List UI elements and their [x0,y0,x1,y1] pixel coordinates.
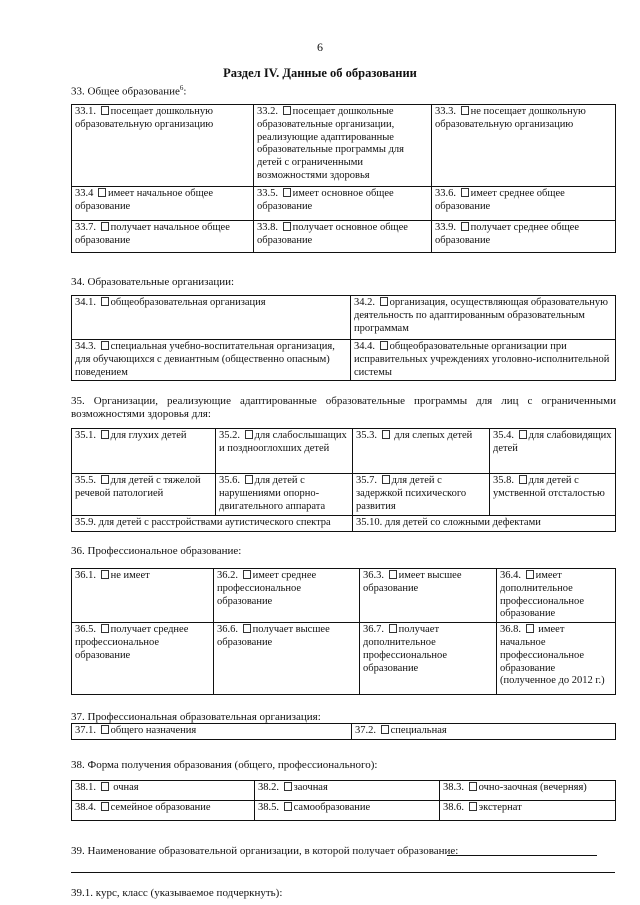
table-row [72,781,616,801]
option-label: для детей с задержкой психического развития [356,475,467,512]
option-label: для слепых детей [391,430,473,441]
checkbox[interactable] [284,782,292,791]
table-row [72,105,616,187]
checkbox[interactable] [381,725,389,734]
checkbox[interactable] [382,430,390,439]
checkbox[interactable] [101,430,109,439]
option-label: для глухих детей [110,430,187,441]
table-row [72,516,616,532]
q33-option [432,221,616,253]
q35-option [72,474,216,516]
checkbox[interactable] [101,570,109,579]
q33-table [71,104,616,253]
option-label: общеобразовательные организации при исправительных учреждениях уголовно-исполнительной системы [354,341,610,378]
q36-option [214,623,360,695]
q36-option [497,569,616,623]
table-row [72,296,616,340]
q35-option [353,429,490,474]
checkbox[interactable] [101,725,109,734]
q36-option [72,623,214,695]
q38-option [440,801,616,821]
q37-table [71,723,616,740]
q35-option [72,429,216,474]
checkbox[interactable] [461,222,469,231]
option-label: для детей с нарушениями опорно-двигательного аппарата [219,475,326,512]
checkbox[interactable] [101,782,109,791]
option-number: 34.2. [354,297,378,308]
checkbox[interactable] [245,475,253,484]
option-number: 36.7. [363,624,387,636]
checkbox[interactable] [284,802,292,811]
checkbox[interactable] [461,106,469,115]
checkbox[interactable] [380,297,388,306]
checkbox[interactable] [389,624,397,633]
option-label: для слабовидящих детей [493,430,612,454]
q36-option [360,623,497,695]
checkbox[interactable] [382,475,390,484]
option-number: 35.5. [75,475,99,486]
q37-option [352,724,616,740]
option-label: получает среднее общее образование [435,222,579,246]
q391-title: 39.1. курс, класс (указываемое подчеркнуть): [71,887,283,899]
option-number: 34.4. [354,341,378,352]
checkbox[interactable] [101,222,109,231]
option-label: получает начальное общее образование [75,222,230,246]
table-row [72,801,616,821]
option-label: имеет начальное общее образование [75,188,213,212]
checkbox[interactable] [243,570,251,579]
checkbox[interactable] [526,624,534,633]
q34-option [351,296,616,340]
q35-option [216,474,353,516]
checkbox[interactable] [519,430,527,439]
option-label: самообразование [293,802,371,813]
option-number: 36.5. [75,624,99,636]
option-label: очная [110,782,139,793]
q33-option [432,105,616,187]
option-label: получает основное общее образование [257,222,408,246]
option-label: не имеет [110,570,150,581]
option-number: 33.1. [75,106,99,117]
option-number: 36.4. [500,570,524,581]
checkbox[interactable] [469,782,477,791]
option-number: 35.2. [219,430,243,441]
table-row [72,724,616,740]
q33-option [254,187,432,221]
option-label: имеет основное общее образование [257,188,394,212]
option-label: заочная [293,782,328,793]
option-label: имеет среднее профессиональное образование [217,570,317,607]
checkbox[interactable] [283,222,291,231]
option-number: 36.3. [363,570,387,581]
option-number: 33.4 [75,188,96,199]
option-label: специальная учебно-воспитательная организация, для обучающихся с девиантным (общественно опасным) поведением [75,341,335,378]
option-number: 35.3. [356,430,380,441]
q33-option [432,187,616,221]
option-label: специальная [390,725,447,736]
q37-option [72,724,352,740]
option-label: общеобразовательная организация [110,297,266,308]
option-label: очно-заочная (вечерняя) [478,782,587,793]
q39-answer-line[interactable] [447,855,597,856]
checkbox[interactable] [101,802,109,811]
page-number: 6 [317,40,323,54]
option-number: 33.3. [435,106,459,117]
checkbox[interactable] [101,475,109,484]
option-number: 35.8. [493,475,517,486]
q38-option [72,781,255,801]
option-label: для детей с умственной отсталостью [493,475,605,499]
checkbox[interactable] [245,430,253,439]
q33-option [72,105,254,187]
checkbox[interactable] [101,624,109,633]
checkbox[interactable] [526,570,534,579]
option-label: получает дополнительное профессиональное образование [363,624,448,674]
q38-title: 38. Форма получения образования (общего, профессионального): [71,759,378,771]
q36-table [71,568,616,695]
q36-title: 36. Профессиональное образование: [71,545,242,557]
option-label: имеет среднее общее образование [435,188,565,212]
table-row [72,429,616,474]
checkbox[interactable] [519,475,527,484]
q38-option [255,781,440,801]
q33-option [72,221,254,253]
option-number: 36.2. [217,570,241,581]
q35-option[interactable]: 35.9. для детей с расстройствами аутистического спектра [72,516,353,532]
q34-option [72,340,351,381]
option-number: 38.6. [443,802,467,813]
checkbox[interactable] [380,341,388,350]
option-number: 38.5. [258,802,282,813]
q37-title: 37. Профессиональная образовательная организация: [71,711,321,723]
option-number: 35.1. [75,430,99,441]
option-number: 33.7. [75,222,99,233]
q38-option [440,781,616,801]
option-label: имеет дополнительное профессиональное образование [500,570,585,620]
table-row [72,340,616,381]
option-label: получает среднее профессиональное образование [75,624,189,661]
option-label: семейное образование [110,802,211,813]
option-label: не посещает дошкольную образовательную организацию [435,106,586,130]
q35-option[interactable]: 35.10. для детей со сложными дефектами [353,516,616,532]
option-number: 38.1. [75,782,99,793]
q35-title: 35. Организации, реализующие адаптированные образовательные программы для лиц с ограниченными возможностями здоровья для: [71,395,616,421]
option-number: 34.3. [75,341,99,352]
q35-option [490,429,616,474]
option-number: 38.2. [258,782,282,793]
checkbox[interactable] [389,570,397,579]
q36-option [360,569,497,623]
q34-option [72,296,351,340]
option-number: 35.7. [356,475,380,486]
option-number: 38.4. [75,802,99,813]
checkbox[interactable] [98,188,106,197]
option-number: 38.3. [443,782,467,793]
table-row [72,221,616,253]
q33-title: 33. Общее образование$^6$: [71,84,187,98]
q34-table [71,295,616,381]
table-row [72,569,616,623]
option-number: 36.6. [217,624,241,636]
option-number: 35.4. [493,430,517,441]
option-number: 35.6. [219,475,243,486]
q36-option [497,623,616,695]
option-number: 34.1. [75,297,99,308]
q34-title: 34. Образовательные организации: [71,276,235,288]
option-label: организация, осуществляющая образовательную деятельность по адаптированным образовательным программам [354,297,608,334]
q38-table [71,780,616,821]
q33-option [254,105,432,187]
option-number: 33.2. [257,106,281,117]
q35-option [490,474,616,516]
q38-option [255,801,440,821]
option-number: 37.2. [355,725,379,736]
checkbox[interactable] [101,341,109,350]
option-label: получает высшее образование [217,624,330,648]
q38-option [72,801,255,821]
q36-option [72,569,214,623]
checkbox[interactable] [243,624,251,633]
option-number: 33.9. [435,222,459,233]
q35-table [71,428,616,532]
option-label: для слабослышащих и позднооглохших детей [219,430,347,454]
option-label: посещает дошкольную образовательную организацию [75,106,214,130]
option-number: 36.8. [500,624,524,636]
option-label: для детей с тяжелой речевой патологией [75,475,201,499]
q34-option [351,340,616,381]
option-number: 33.5. [257,188,281,199]
option-number: 37.1. [75,725,99,736]
option-label: имеет высшее образование [363,570,462,594]
checkbox[interactable] [101,106,109,115]
option-label: посещает дошкольные образовательные организации, реализующие адаптированные образовательные программы для детей с ограниченными возможностями здоровья [257,106,404,181]
checkbox[interactable] [461,188,469,197]
option-number: 33.6. [435,188,459,199]
q35-option [353,474,490,516]
q35-option [216,429,353,474]
table-row [72,474,616,516]
q36-option [214,569,360,623]
option-label: имеет начальное профессиональное образование (полученное до 2012 г.) [500,624,605,687]
q39-answer-line-2[interactable] [71,872,615,873]
checkbox[interactable] [283,188,291,197]
table-row [72,187,616,221]
checkbox[interactable] [101,297,109,306]
q33-option [72,187,254,221]
checkbox[interactable] [469,802,477,811]
section-title: Раздел IV. Данные об образовании [223,66,417,80]
option-number: 36.1. [75,570,99,581]
checkbox[interactable] [283,106,291,115]
table-row [72,623,616,695]
option-number: 33.8. [257,222,281,233]
option-label: экстернат [478,802,522,813]
option-label: общего назначения [110,725,197,736]
q39-title: 39. Наименование образовательной организации, в которой получает образование: [71,845,459,857]
q33-option [254,221,432,253]
